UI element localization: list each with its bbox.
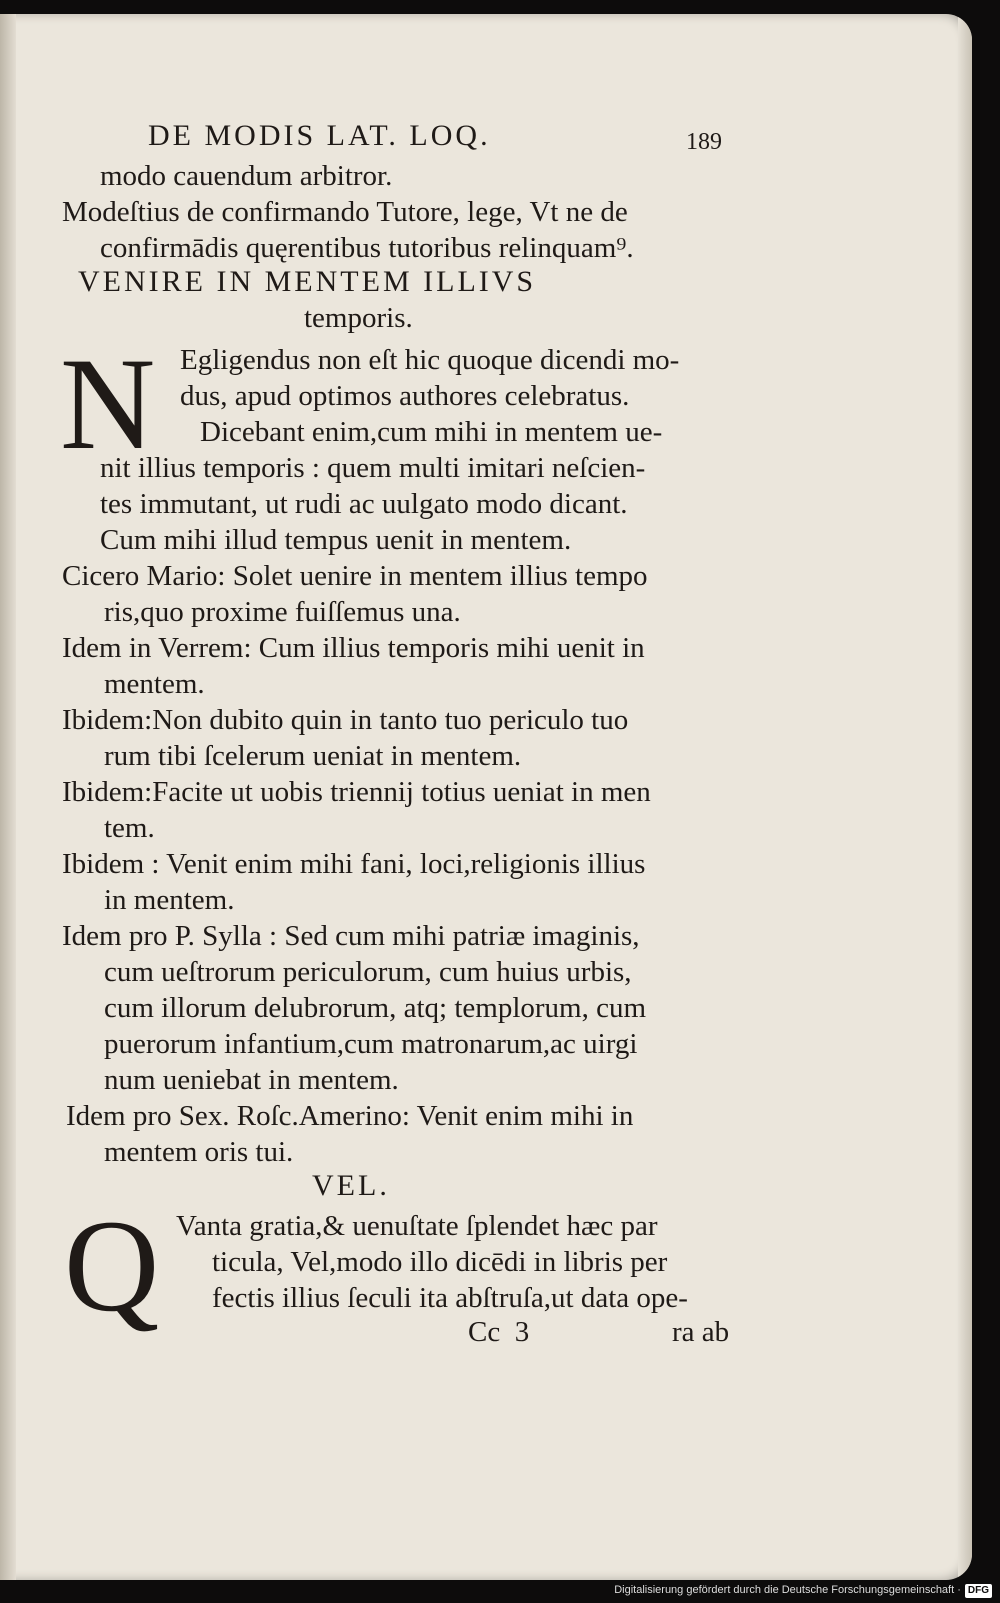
- text-line: Cum mihi illud tempus uenit in mentem.: [100, 524, 572, 556]
- page-gutter: [0, 14, 16, 1580]
- text-line: ris,quo proxime fuiſſemus una.: [104, 596, 461, 628]
- text-line: Modeſtius de confirmando Tutore, lege, Vt ne de: [62, 196, 628, 228]
- signature-mark: Cc 3: [468, 1316, 530, 1348]
- text-line: Ibidem:Facite ut uobis triennij totius ueniat in men: [62, 776, 651, 808]
- text-line: ticula, Vel,modo illo dicēdi in libris per: [212, 1246, 668, 1278]
- page-edge: [958, 14, 972, 1580]
- text-line: tem.: [104, 812, 155, 844]
- text-line: Ibidem:Non dubito quin in tanto tuo periculo tuo: [62, 704, 629, 736]
- text-line: puerorum infantium,cum matronarum,ac uirgi: [104, 1028, 638, 1060]
- section-heading-continued: temporis.: [304, 302, 413, 334]
- page-number: 189: [686, 129, 722, 155]
- text-line: tes immutant, ut rudi ac uulgato modo dicant.: [100, 488, 628, 520]
- text-line: num ueniebat in mentem.: [104, 1064, 399, 1096]
- text-line: Cicero Mario: Solet uenire in mentem illius tempo: [62, 560, 648, 592]
- drop-cap: Q: [64, 1192, 160, 1339]
- text-line: modo cauendum arbitror.: [100, 160, 393, 192]
- text-line: mentem.: [104, 668, 205, 700]
- text-line: rum tibi ſcelerum ueniat in mentem.: [104, 740, 522, 772]
- credit-text: Digitalisierung gefördert durch die Deutsche Forschungsgemeinschaft ·: [614, 1584, 961, 1596]
- text-line: nit illius temporis : quem multi imitari neſcien-: [100, 452, 646, 484]
- drop-cap: N: [60, 330, 156, 477]
- text-line: cum ueſtrorum periculorum, cum huius urbis,: [104, 956, 632, 988]
- text-line: dus, apud optimos authores celebratus.: [180, 380, 630, 412]
- text-line: confirmādis quęrentibus tutoribus relinquam⁹.: [100, 232, 634, 264]
- text-line: Ibidem : Venit enim mihi fani, loci,religionis illius: [62, 848, 646, 880]
- text-line: fectis illius ſeculi ita abſtruſa,ut data ope-: [212, 1282, 688, 1314]
- text-line: Egligendus non eſt hic quoque dicendi mo-: [180, 344, 680, 376]
- text-line: in mentem.: [104, 884, 235, 916]
- text-line: Idem pro Sex. Roſc.Amerino: Venit enim mihi in: [66, 1100, 634, 1132]
- text-line: mentem oris tui.: [104, 1136, 294, 1168]
- text-line: Idem in Verrem: Cum illius temporis mihi uenit in: [62, 632, 645, 664]
- section-heading: VEL.: [312, 1169, 390, 1202]
- book-page: [0, 14, 972, 1580]
- section-heading: VENIRE IN MENTEM ILLIVS: [78, 265, 537, 298]
- text-line: cum illorum delubrorum, atq; templorum, cum: [104, 992, 647, 1024]
- catchword: ra ab: [672, 1316, 730, 1348]
- text-line: Dicebant enim,cum mihi in mentem ue-: [200, 416, 663, 448]
- text-line: Idem pro P. Sylla : Sed cum mihi patriæ imaginis,: [62, 920, 640, 952]
- running-head: DE MODIS LAT. LOQ.: [148, 119, 491, 152]
- dfg-logo: DFG: [965, 1584, 992, 1598]
- text-line: Vanta gratia,& uenuſtate ſplendet hæc par: [176, 1210, 658, 1242]
- digitization-credit: [614, 1581, 992, 1599]
